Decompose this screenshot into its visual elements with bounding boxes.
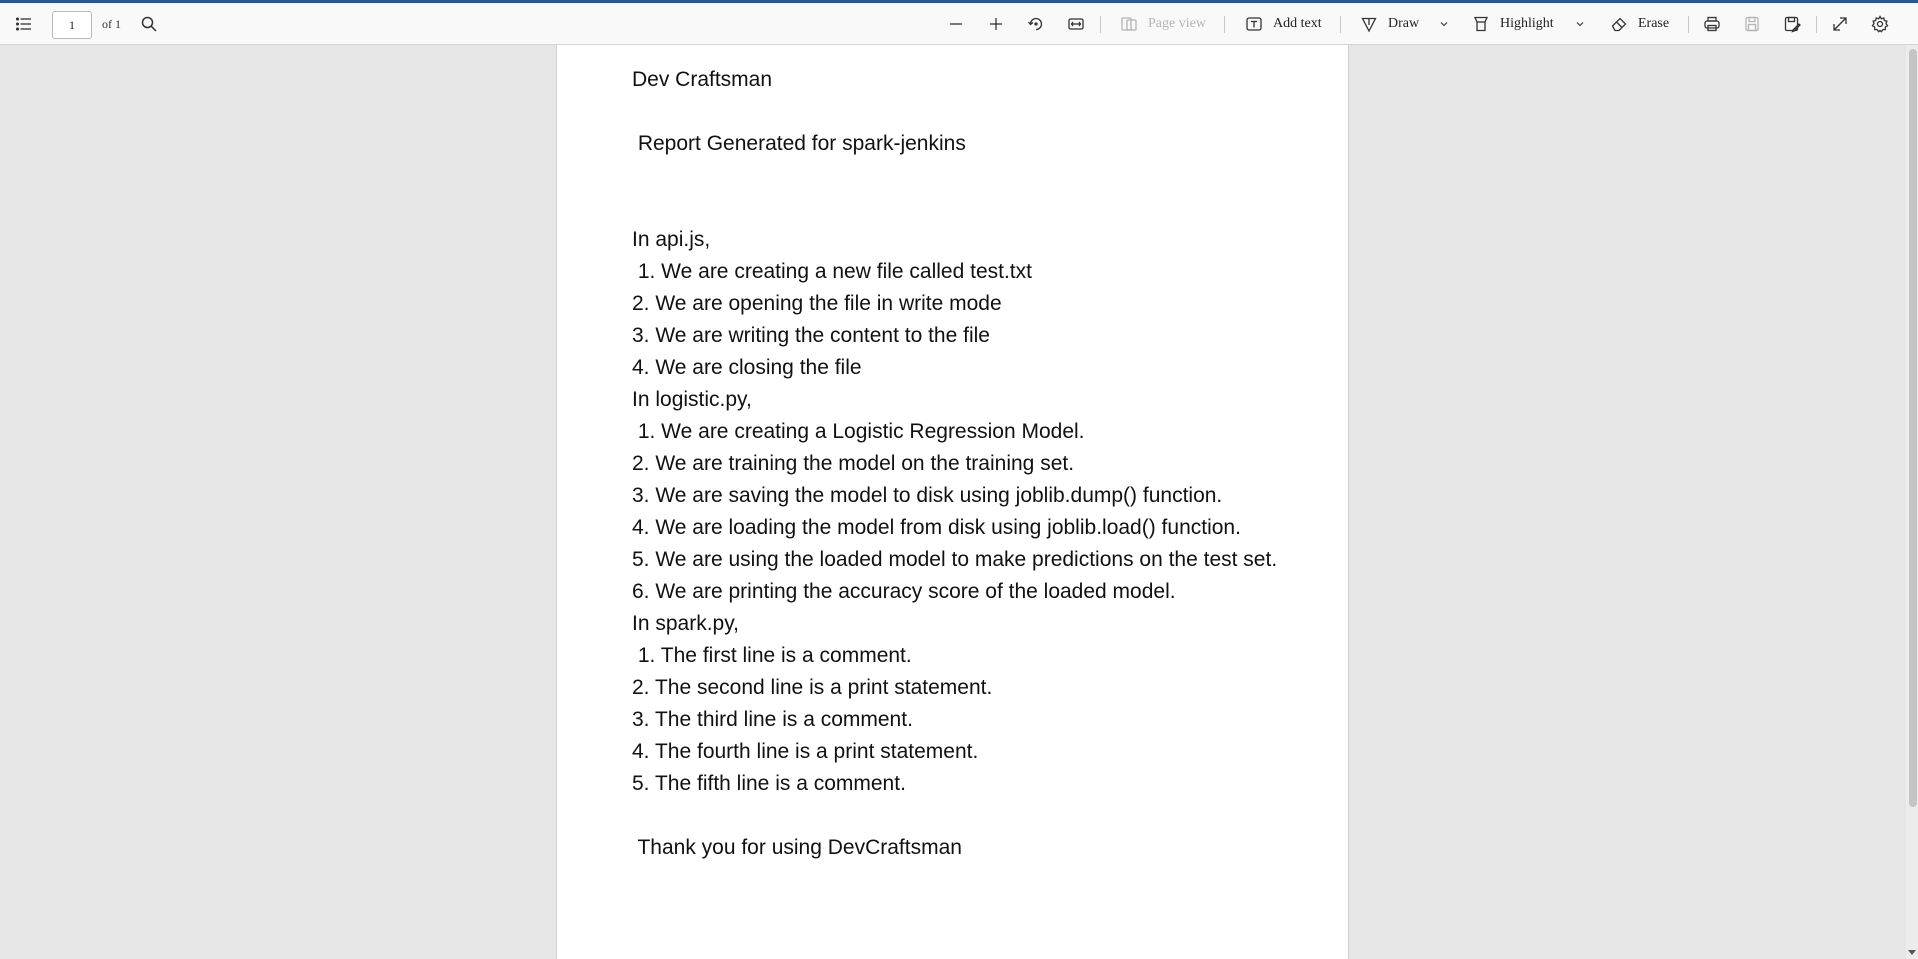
draw-label: Draw (1388, 16, 1420, 31)
toolbar-separator (1688, 16, 1689, 33)
printer-icon (1703, 15, 1721, 33)
fit-page-button[interactable] (1060, 3, 1092, 45)
page-view-label: Page view (1148, 16, 1206, 31)
document-viewer[interactable] (0, 45, 1918, 959)
report-line: 3. The third line is a comment. (632, 708, 913, 731)
contents-list-button[interactable] (8, 3, 40, 45)
report-line: 2. The second line is a print statement. (632, 676, 993, 699)
toolbar-separator (1100, 16, 1101, 33)
draw-button[interactable] (1360, 3, 1419, 45)
document-heading: Dev Craftsman (632, 68, 773, 91)
save-as-icon (1783, 15, 1801, 33)
zoom-out-button[interactable] (940, 3, 972, 45)
section-heading: In logistic.py, (632, 388, 752, 411)
draw-options-button[interactable] (1428, 3, 1460, 45)
closing-line: Thank you for using DevCraftsman (632, 836, 962, 859)
report-line: 6. We are printing the accuracy score of the loaded model. (632, 580, 1176, 603)
add-text-label: Add text (1273, 16, 1322, 31)
section-heading: In api.js, (632, 228, 711, 251)
report-line: 4. We are loading the model from disk using joblib.load() function. (632, 516, 1241, 539)
plus-icon (987, 15, 1005, 33)
page-total-label: of 1 (102, 17, 121, 31)
highlighter-icon (1472, 15, 1490, 33)
scrollbar-thumb[interactable] (1909, 49, 1917, 807)
scroll-down-arrow-icon[interactable] (1908, 950, 1916, 955)
settings-button[interactable] (1864, 3, 1896, 45)
report-line: 5. The fifth line is a comment. (632, 772, 906, 795)
report-line: 3. We are writing the content to the file (632, 324, 990, 347)
rotate-button[interactable] (1020, 3, 1052, 45)
list-icon (15, 15, 33, 33)
highlight-options-button[interactable] (1564, 3, 1596, 45)
pdf-toolbar (0, 3, 1918, 45)
report-line: 3. We are saving the model to disk using joblib.dump() function. (632, 484, 1223, 507)
search-icon (140, 15, 158, 33)
text-box-icon (1245, 15, 1263, 33)
report-line: 5. We are using the loaded model to make predictions on the test set. (632, 548, 1278, 571)
highlight-button[interactable] (1472, 3, 1554, 45)
chevron-down-icon (1575, 19, 1585, 29)
report-line: 4. We are closing the file (632, 356, 862, 379)
save-as-button[interactable] (1776, 3, 1808, 45)
save-button[interactable] (1736, 3, 1768, 45)
page-view-button[interactable] (1120, 3, 1206, 45)
fullscreen-button[interactable] (1824, 3, 1856, 45)
fit-width-icon (1067, 15, 1085, 33)
erase-label: Erase (1638, 16, 1670, 31)
pdf-page (556, 45, 1349, 959)
save-icon (1743, 15, 1761, 33)
toolbar-separator (1816, 16, 1817, 33)
find-button[interactable] (133, 3, 165, 45)
section-heading: In spark.py, (632, 612, 739, 635)
report-line: 1. We are creating a new file called test.txt (632, 260, 1032, 283)
chevron-down-icon (1439, 19, 1449, 29)
minus-icon (947, 15, 965, 33)
pen-icon (1360, 15, 1378, 33)
page-view-icon (1120, 15, 1138, 33)
highlight-label: Highlight (1500, 16, 1554, 31)
page-number-input[interactable] (52, 11, 92, 39)
report-title: Report Generated for spark-jenkins (632, 132, 966, 155)
report-line: 2. We are training the model on the training set. (632, 452, 1075, 475)
report-line: 2. We are opening the file in write mode (632, 292, 1002, 315)
add-text-button[interactable] (1245, 3, 1322, 45)
eraser-icon (1610, 15, 1628, 33)
report-line: 1. The first line is a comment. (632, 644, 912, 667)
report-line: 1. We are creating a Logistic Regression Model. (632, 420, 1085, 443)
print-button[interactable] (1696, 3, 1728, 45)
erase-button[interactable] (1610, 3, 1669, 45)
gear-icon (1871, 15, 1889, 33)
report-line: 4. The fourth line is a print statement. (632, 740, 979, 763)
zoom-in-button[interactable] (980, 3, 1012, 45)
rotate-icon (1027, 15, 1045, 33)
toolbar-separator (1224, 16, 1225, 33)
toolbar-separator (1340, 16, 1341, 33)
expand-icon (1831, 15, 1849, 33)
vertical-scrollbar[interactable] (1906, 45, 1918, 959)
